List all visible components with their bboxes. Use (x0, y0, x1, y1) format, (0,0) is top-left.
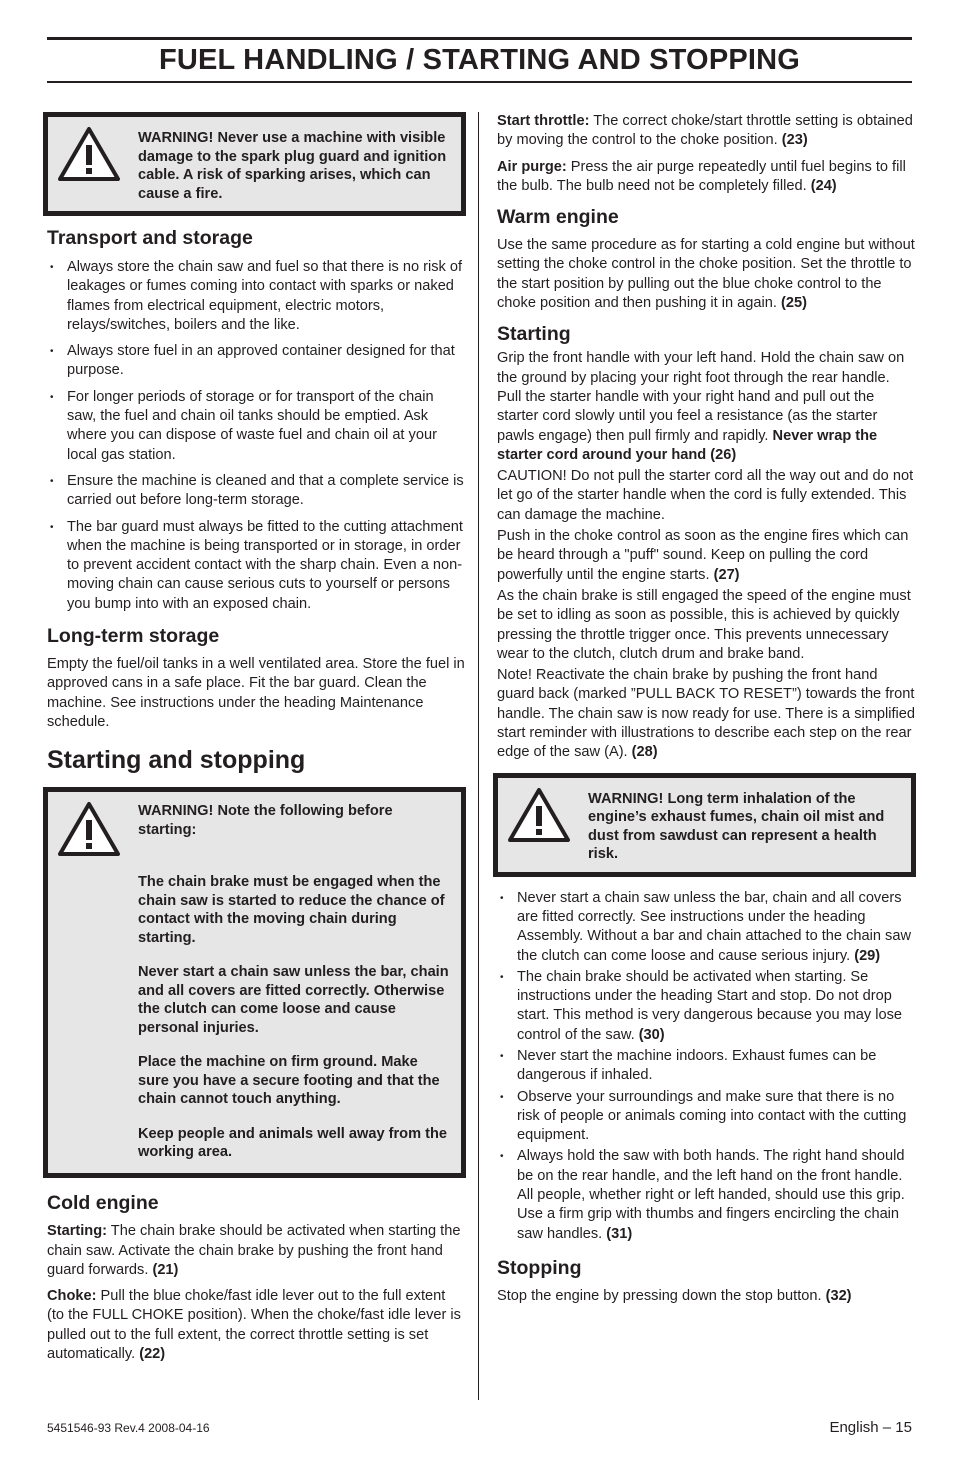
heading-long-term-storage: Long-term storage (47, 625, 220, 648)
heading-transport-storage: Transport and storage (47, 227, 253, 249)
warning-triangle-icon (507, 787, 571, 843)
text: Note! Reactivate the chain brake by pushing the front hand guard back (marked ”PULL BACK TO RESET”) towards the front handle. The chain saw is now ready for use. There is a simplified start reminder with illustrations to describe each step on the rear edge of the saw (A). (497, 667, 916, 761)
transport-list (47, 258, 466, 614)
starting-text-3 (497, 527, 916, 585)
warning-text: WARNING! Never use a machine with visible damage to the spark plug guard and ignition cable. A risk of sparking arises, which can cause a fire. (138, 130, 447, 202)
left-column (43, 112, 466, 1364)
right-column (493, 112, 916, 1306)
text: Push in the choke control as soon as the engine fires which can be heard through a "puff" sound. Keep on pulling the cord powerfully until the engine starts. (497, 528, 909, 583)
cold-starting-text (47, 1222, 466, 1280)
starting-text-4: As the chain brake is still engaged the speed of the engine must be set to idling as soon as possible, this is achieved by quickly pressing the throttle trigger once. This prevents unnecessary wear to the clutch, clutch drum and brake band. (497, 587, 911, 662)
label: Start throttle: (497, 113, 590, 129)
section-title: Starting and stopping (47, 746, 306, 775)
starting-caution: CAUTION! Do not pull the starter cord all the way out and do not let go of the starter handle when the cord is fully extended. This can damage the machine. (497, 468, 914, 523)
list-item: • Always store the chain saw and fuel so that there is no risk of leakages or fumes coming into contact with sparks or naked flames from electrical equipment, electric motors, relays/switches, boilers and the like. (47, 258, 466, 335)
long-term-text: Empty the fuel/oil tanks in a well ventilated area. Store the fuel in approved cans in a safe place. Fit the bar guard. Clean the machine. See instructions under the heading Maintenance schedule. (47, 656, 465, 730)
text: Always hold the saw with both hands. The right hand should be on the rear handle, and the left hand on the front handle. All people, whether right or left handed, should use this grip. Use a firm grip with thumbs and fingers encircling the chain saw handles. (517, 1148, 905, 1242)
warning-text: WARNING! Long term inhalation of the engine’s exhaust fumes, chain oil mist and dust from sawdust can represent a health risk. (588, 790, 885, 863)
figure-ref: (24) (810, 177, 837, 194)
warning-box-exhaust (493, 773, 916, 877)
heading-starting: Starting (497, 323, 571, 346)
text: Never start a chain saw unless the bar, chain and all covers are fitted correctly. See instructions under the heading Assembly. Without a bar and chain attached to the chain saw the clutch can come loose and cause serious injury. (517, 889, 911, 964)
text: Grip the front handle with your left hand. Hold the chain saw on the ground by placing your right foot through the rear handle. Pull the starter handle with your right hand and pull out the starter cord slowly until you feel a resistance (as the starter pawls engage) then pull firmly and rapidly. (497, 350, 905, 444)
list-item: • Ensure the machine is cleaned and that a complete service is carried out before long-term storage. (47, 472, 466, 511)
text: Pull the blue choke/fast idle lever out to the full extent (to the FULL CHOKE position). When the choke/fast idle lever is pulled out to the full extent, the correct throttle setting is set automatically. (47, 1288, 461, 1363)
starting-text-1 (497, 349, 916, 465)
list-item: • For longer periods of storage or for transport of the chain saw, the fuel and chain oil tanks should be emptied. Ask where you can dispose of waste fuel and chain oil at your local gas station. (47, 388, 466, 465)
warning-box-before-starting (43, 787, 466, 1178)
figure-ref: (31) (606, 1225, 633, 1242)
list-item (497, 1088, 916, 1146)
list-item (497, 968, 916, 1045)
warning-triangle-icon (57, 801, 121, 857)
footer-page-number: English – 15 (829, 1419, 912, 1436)
starting-note (497, 666, 916, 762)
warning-text: Never start a chain saw unless the bar, chain and all covers are fitted correctly. Otherwise the clutch can come loose and cause personal injuries. (138, 964, 449, 1036)
list-item: • The bar guard must always be fitted to the cutting attachment when the machine is being transported or in storage, in order to prevent accident contact with the sharp chain. Even a non-moving chain can cause serious cuts to yourself or persons you bump into with an exposed chain. (47, 518, 466, 614)
warm-engine-text (497, 236, 916, 313)
footer-doc-number: 5451546-93 Rev.4 2008-04-16 (47, 1421, 210, 1435)
bold-text: Never wrap the starter cord around your hand (26) (497, 427, 878, 463)
list-item (497, 1147, 916, 1243)
text: The correct choke/start throttle setting is obtained by moving the control to the choke position. (497, 113, 913, 149)
figure-ref: (25) (780, 295, 807, 312)
page-title: FUEL HANDLING / STARTING AND STOPPING (158, 44, 801, 76)
figure-ref: (30) (638, 1026, 665, 1043)
warning-box-spark-plug (43, 112, 466, 216)
column-divider (478, 112, 479, 1400)
cold-choke-text (47, 1287, 466, 1364)
figure-ref: (21) (152, 1261, 179, 1278)
label: Choke: (47, 1288, 97, 1305)
text: Use the same procedure as for starting a cold engine but without setting the choke control in the choke position. Set the throttle to the start position by pulling out the blue choke control to the choke position and then pushing it in again. (497, 237, 915, 312)
text: The chain brake should be activated when starting the chain saw. Activate the chain brake by pushing the front hand guard forwards. (47, 1223, 461, 1278)
list-item (497, 889, 916, 966)
warning-text: WARNING! Note the following before starting: (138, 803, 393, 838)
heading-stopping: Stopping (497, 1256, 582, 1279)
label: Starting: (47, 1223, 107, 1240)
text: Press the air purge repeatedly until fuel begins to fill the bulb. The bulb need not be completely filled. (497, 158, 906, 194)
warning-triangle-icon (57, 126, 121, 182)
text: Stop the engine by pressing down the stop button. (497, 1287, 826, 1304)
start-throttle-text (497, 112, 916, 151)
stopping-text (497, 1287, 916, 1306)
warning-text: Place the machine on firm ground. Make sure you have a secure footing and that the chain cannot touch anything. (138, 1054, 440, 1108)
figure-ref: (22) (139, 1346, 166, 1363)
figure-ref: (32) (825, 1287, 852, 1304)
text: Observe your surroundings and make sure that there is no risk of people or animals coming into contact with the cutting equipment. (517, 1088, 907, 1144)
list-item (497, 1047, 916, 1086)
text: The chain brake should be activated when starting. Se instructions under the heading Start and stop. Do not drop start. This method is very dangerous because you may lose control of the saw. (517, 968, 903, 1043)
text: Never start the machine indoors. Exhaust fumes can be dangerous if inhaled. (517, 1047, 877, 1084)
figure-ref: (28) (631, 744, 658, 761)
air-purge-text (497, 158, 916, 197)
label: Air purge: (497, 158, 567, 175)
figure-ref: (27) (713, 566, 740, 583)
figure-ref: (23) (781, 132, 808, 149)
list-item: • Always store fuel in an approved container designed for that purpose. (47, 342, 466, 381)
figure-ref: (29) (854, 947, 881, 964)
header-rule-bottom (47, 81, 912, 83)
heading-warm-engine: Warm engine (497, 206, 619, 229)
warning-text: The chain brake must be engaged when the chain saw is started to reduce the chance of contact with the moving chain during starting. (138, 874, 445, 946)
heading-cold-engine: Cold engine (47, 1192, 159, 1215)
warning-text: Keep people and animals well away from the working area. (138, 1125, 447, 1161)
safety-list (497, 889, 916, 1244)
